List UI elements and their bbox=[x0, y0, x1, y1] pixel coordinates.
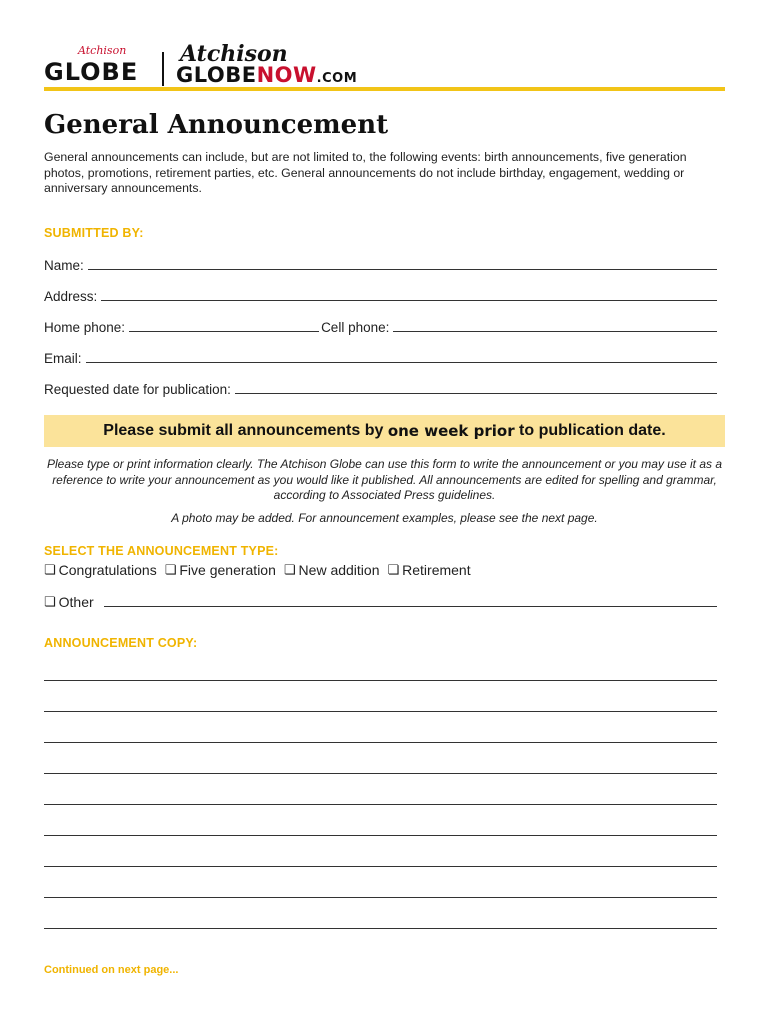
email-field[interactable] bbox=[86, 361, 717, 363]
option-label: Five generation bbox=[179, 562, 276, 578]
instructions-paragraph: Please type or print information clearly. The Atchison Globe can use this form to write the announcement or you may use it as a reference to write your announcement as you would like it published. All announcements are edited for spelling and grammar, according to Associated Press guidelines. bbox=[47, 457, 722, 502]
name-field[interactable] bbox=[88, 268, 717, 270]
option-label: Congratulations bbox=[58, 562, 157, 578]
photo-note: A photo may be added. For announcement examples, please see the next page. bbox=[171, 511, 598, 525]
option-congratulations[interactable] bbox=[44, 562, 157, 578]
intro-paragraph: General announcements can include, but are not limited to, the following events: birth announcements, five generation photos, promotions, retirement parties, etc. General announcements do not include birthday, engagement, wedding or anniversary announcements. bbox=[44, 150, 687, 195]
option-label: Retirement bbox=[402, 562, 471, 578]
globenow-logo-com: .COM bbox=[316, 71, 358, 86]
other-row bbox=[44, 592, 717, 610]
home-phone-field[interactable] bbox=[129, 330, 319, 332]
name-row bbox=[44, 255, 717, 273]
notice-emphasis: one week prior bbox=[387, 422, 515, 440]
phone-row bbox=[44, 317, 717, 335]
notice-text-1: Please submit all announcements by bbox=[103, 422, 384, 439]
option-new-addition[interactable] bbox=[284, 562, 380, 578]
copy-line[interactable] bbox=[44, 804, 717, 805]
copy-line[interactable] bbox=[44, 928, 717, 929]
announcement-type-options bbox=[44, 562, 471, 578]
deadline-notice bbox=[44, 415, 725, 447]
copy-line[interactable] bbox=[44, 866, 717, 867]
email-row bbox=[44, 348, 717, 366]
option-label: New addition bbox=[298, 562, 380, 578]
email-label: Email: bbox=[44, 351, 82, 366]
copy-line[interactable] bbox=[44, 680, 717, 681]
globenow-logo-globe: GLOBE bbox=[176, 63, 257, 87]
cell-phone-field[interactable] bbox=[393, 330, 717, 332]
atchison-globe-logo-script: Atchison bbox=[78, 44, 127, 57]
copy-line[interactable] bbox=[44, 835, 717, 836]
copy-line[interactable] bbox=[44, 897, 717, 898]
publication-date-label: Requested date for publication: bbox=[44, 382, 231, 397]
page-title: General Announcement bbox=[44, 110, 389, 140]
checkbox-icon: ❏ bbox=[387, 562, 400, 577]
cell-phone-label: Cell phone: bbox=[321, 320, 390, 335]
name-label: Name: bbox=[44, 258, 84, 273]
address-field[interactable] bbox=[101, 299, 717, 301]
notice-text-2: to publication date. bbox=[519, 422, 666, 439]
checkbox-icon: ❏ bbox=[44, 594, 56, 609]
announcement-type-heading: SELECT THE ANNOUNCEMENT TYPE: bbox=[44, 544, 279, 558]
home-phone-label: Home phone: bbox=[44, 320, 126, 335]
submitted-by-heading: SUBMITTED BY: bbox=[44, 226, 144, 240]
option-retirement[interactable] bbox=[387, 562, 470, 578]
announcement-copy-heading: ANNOUNCEMENT COPY: bbox=[44, 636, 198, 650]
checkbox-icon: ❏ bbox=[44, 562, 56, 577]
globenow-logo-now: NOW bbox=[256, 63, 317, 87]
continued-note: Continued on next page... bbox=[44, 964, 179, 976]
other-field[interactable] bbox=[104, 605, 717, 607]
option-label: Other bbox=[58, 594, 94, 610]
option-five-generation[interactable] bbox=[165, 562, 276, 578]
copy-line[interactable] bbox=[44, 742, 717, 743]
option-other[interactable] bbox=[44, 594, 104, 610]
globenow-logo-script: Atchison bbox=[180, 41, 288, 67]
address-row bbox=[44, 286, 717, 304]
publication-date-field[interactable] bbox=[235, 392, 717, 394]
atchison-globe-logo: GLOBE bbox=[44, 58, 139, 86]
copy-line[interactable] bbox=[44, 773, 717, 774]
header-rule bbox=[44, 87, 725, 91]
globenow-logo bbox=[176, 63, 357, 87]
logo-divider bbox=[162, 52, 164, 86]
checkbox-icon: ❏ bbox=[283, 562, 296, 577]
copy-line[interactable] bbox=[44, 711, 717, 712]
publication-date-row bbox=[44, 379, 717, 397]
checkbox-icon: ❏ bbox=[164, 562, 177, 577]
address-label: Address: bbox=[44, 289, 98, 304]
